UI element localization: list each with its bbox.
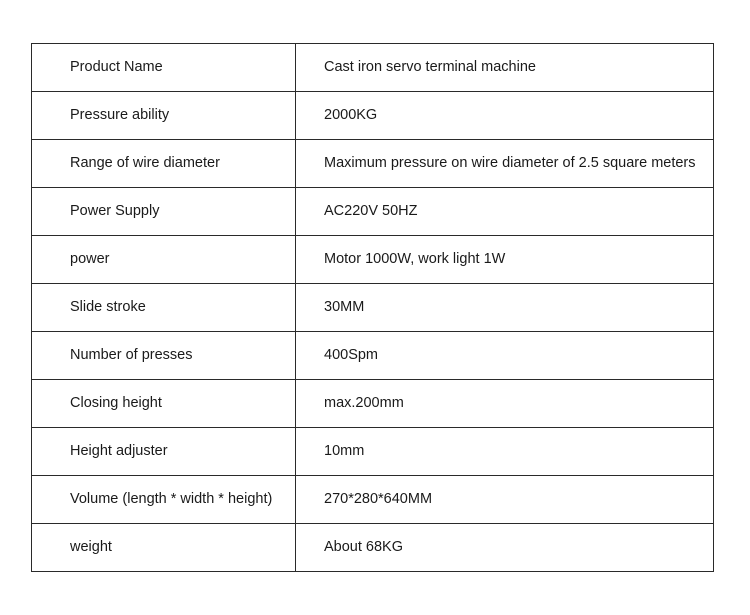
table-row-number-of-presses <box>32 332 714 380</box>
table-row-wire-diameter <box>32 140 714 188</box>
row-label: Closing height <box>32 380 296 428</box>
table-row-power <box>32 236 714 284</box>
row-value: Maximum pressure on wire diameter of 2.5 square meters <box>296 140 714 188</box>
row-value: Motor 1000W, work light 1W <box>296 236 714 284</box>
row-value: 10mm <box>296 428 714 476</box>
row-label: Volume (length * width * height) <box>32 476 296 524</box>
row-value: About 68KG <box>296 524 714 572</box>
row-value: Cast iron servo terminal machine <box>296 44 714 92</box>
row-label: Pressure ability <box>32 92 296 140</box>
table-row-weight <box>32 524 714 572</box>
row-label: Height adjuster <box>32 428 296 476</box>
row-label: Product Name <box>32 44 296 92</box>
table-row-height-adjuster <box>32 428 714 476</box>
table-row-pressure-ability <box>32 92 714 140</box>
table-row-closing-height <box>32 380 714 428</box>
row-value: 400Spm <box>296 332 714 380</box>
row-value: AC220V 50HZ <box>296 188 714 236</box>
row-label: Number of presses <box>32 332 296 380</box>
table-row-product-name <box>32 44 714 92</box>
table-row-slide-stroke <box>32 284 714 332</box>
row-label: Range of wire diameter <box>32 140 296 188</box>
table-row-power-supply <box>32 188 714 236</box>
row-value: 30MM <box>296 284 714 332</box>
row-value: 270*280*640MM <box>296 476 714 524</box>
row-label: weight <box>32 524 296 572</box>
row-label: Slide stroke <box>32 284 296 332</box>
row-label: Power Supply <box>32 188 296 236</box>
row-value: 2000KG <box>296 92 714 140</box>
spec-table <box>31 43 714 572</box>
table-row-volume <box>32 476 714 524</box>
row-value: max.200mm <box>296 380 714 428</box>
spec-table-body <box>32 44 714 572</box>
row-label: power <box>32 236 296 284</box>
